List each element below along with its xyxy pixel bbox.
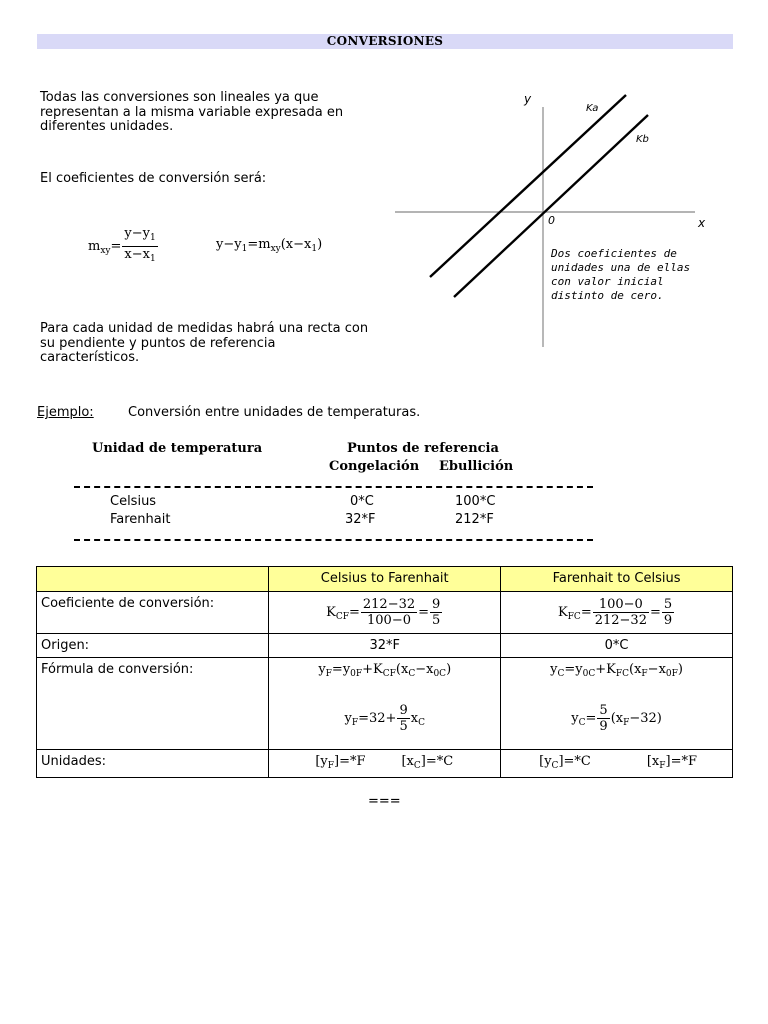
line-ka-label: Ka	[586, 103, 599, 114]
intro-line-1: Todas las conversiones son lineales ya que	[40, 90, 319, 105]
ref-row-1-boil: 100*C	[455, 494, 496, 509]
conv-row-formula	[37, 658, 733, 750]
coef-text: El coeficientes de conversión será:	[40, 171, 267, 186]
graph-note-line-4: distinto de cero.	[551, 289, 664, 302]
slope-den-sub: 1	[149, 254, 156, 264]
conv-row-coef-label: Coeficiente de conversión:	[37, 592, 269, 634]
conv-row-units	[37, 750, 733, 778]
coef-fc-formula: $K_{FC}=$ $\frac{100-0}{212-32}$ = $\frac{5}{9}$	[501, 592, 733, 634]
intro-line-3: diferentes unidades.	[40, 119, 174, 134]
units-fc: $[y_C]=*C$ $[x_F]=*F$	[501, 750, 733, 778]
intro-paragraph	[40, 91, 380, 135]
formula-m: m	[88, 239, 101, 254]
ref-divider-bottom	[74, 539, 593, 541]
ref-row-2-freeze: 32*F	[345, 512, 376, 527]
conversion-table	[36, 566, 733, 778]
line-formula-a: y−y	[216, 237, 242, 252]
ref-row-2-unit: Farenhait	[110, 512, 171, 527]
origin-label: 0	[548, 214, 555, 227]
intro-line-2: representan a la misma variable expresada en	[40, 104, 344, 120]
conv-header-empty	[37, 567, 269, 592]
para2-line-3: característicos.	[40, 350, 140, 365]
conversion-graph	[390, 85, 720, 350]
line-formula-c: (x−x	[280, 237, 312, 252]
y-axis-label: y	[524, 92, 532, 106]
slope-den: x−x	[124, 247, 150, 262]
slope-formula: $m_{xy}=$ $\frac{y-y_1}{x-x_1}$	[88, 226, 159, 267]
line-formula-a-sub: 1	[241, 244, 248, 254]
example-label: Ejemplo:	[37, 405, 94, 420]
formula-m-sub: xy	[100, 246, 111, 256]
origin-cf: 32*F	[269, 634, 501, 658]
example-text: Conversión entre unidades de temperaturas.	[128, 405, 421, 420]
ref-col-unit: Unidad de temperatura	[92, 441, 263, 456]
units-cf: $[y_F]=*F$ $[x_C]=*C$	[269, 750, 501, 778]
page-title: CONVERSIONES	[37, 34, 733, 49]
conv-row-origin	[37, 634, 733, 658]
slope-num: y−y	[124, 226, 150, 241]
x-axis-label: x	[698, 216, 706, 230]
graph-note-line-2: unidades una de ellas	[551, 261, 691, 274]
line-formula	[216, 237, 322, 254]
line-formula-d: )	[317, 237, 323, 252]
ref-col-points: Puntos de referencia	[347, 441, 499, 456]
ref-sub-freeze: Congelación	[329, 459, 420, 474]
units-paragraph	[40, 322, 380, 366]
origin-fc: 0*C	[501, 634, 733, 658]
ref-row-1-freeze: 0*C	[350, 494, 374, 509]
line-formula-b: =m	[247, 237, 271, 252]
para2-line-2: su pendiente y puntos de referencia	[40, 335, 276, 351]
conv-header-c-to-f: Celsius to Farenhait	[269, 567, 501, 592]
slope-num-sub: 1	[150, 233, 156, 243]
line-formula-c-sub: 1	[311, 244, 318, 254]
ref-row-1-unit: Celsius	[110, 494, 157, 509]
conv-row-origin-label: Origen:	[37, 634, 269, 658]
coef-cf-formula: $K_{CF}=$ $\frac{212-32}{100-0}$ = $\frac{9}{5}$	[269, 592, 501, 634]
graph-note-line-1: Dos coeficientes de	[551, 247, 677, 260]
line-kb-label: Kb	[636, 134, 649, 145]
formula-cf: $y_F=y_{0F}+K_{CF}(x_C-x_{0C})$ $y_F=32+$ $\frac{9}{5}$ $x_C$	[269, 658, 501, 750]
line-formula-b-sub: xy	[270, 244, 281, 254]
formula-fc: $y_C=y_{0C}+K_{FC}(x_F-x_{0F})$ $y_C=$ $\frac{5}{9}$ $(x_F-32)$	[501, 658, 733, 750]
ref-row-2-boil: 212*F	[455, 512, 494, 527]
conv-row-units-label: Unidades:	[37, 750, 269, 778]
slope-fraction	[122, 226, 157, 267]
footer-marker: ===	[368, 794, 401, 809]
conv-header-row	[37, 567, 733, 592]
conv-row-formula-label: Fórmula de conversión:	[37, 658, 269, 750]
graph-note-line-3: con valor inicial	[551, 275, 664, 288]
ref-sub-boil: Ebullición	[439, 459, 514, 474]
conv-header-f-to-c: Farenhait to Celsius	[501, 567, 733, 592]
ref-divider-top	[74, 486, 593, 488]
conv-row-coef	[37, 592, 733, 634]
para2-line-1: Para cada unidad de medidas habrá una recta con	[40, 321, 369, 336]
